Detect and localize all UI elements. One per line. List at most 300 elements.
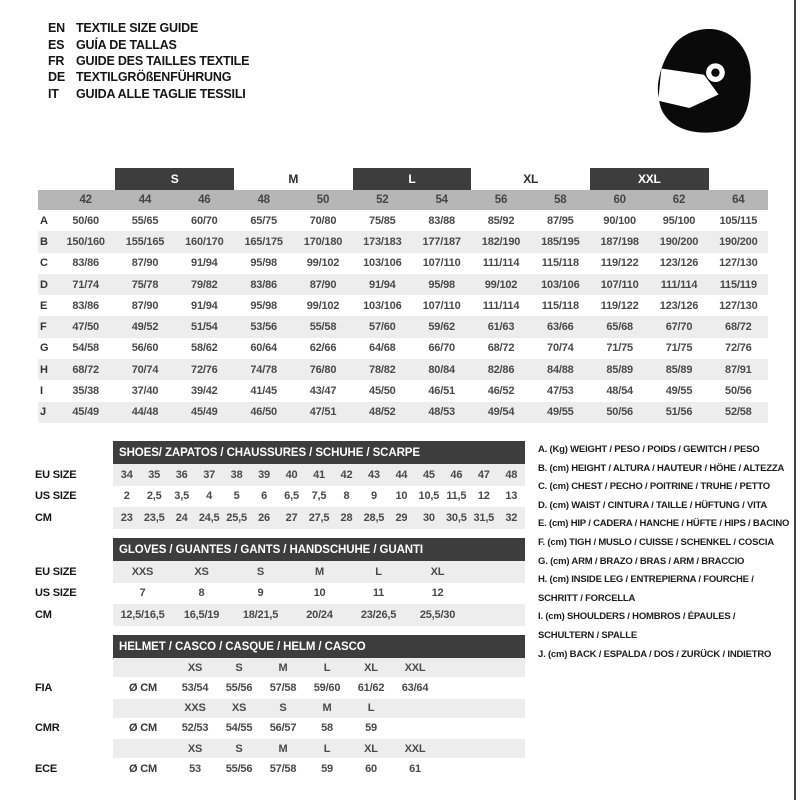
legend-item-f [538,534,788,553]
helmet-cell: 59 [365,722,377,735]
helmet-cell: L [323,742,331,755]
helmet-row [113,677,525,699]
shoes-cell: 23 [120,511,133,524]
size-value: 85/89 [665,363,693,376]
helmet-cell: 63/64 [401,681,429,694]
helmet-cell: M [278,661,288,674]
size-value: 50/56 [606,406,633,419]
size-value: 49/55 [547,406,574,419]
size-value: 84/88 [547,363,574,376]
legend-item-d [538,497,788,516]
size-column-header: 54 [435,194,448,206]
size-value: 82/86 [487,363,515,376]
language-title: GUIDA ALLE TAGLIE TESSILI [76,86,246,101]
helmet-cell: 59 [321,762,333,775]
helmet-cell: 60 [365,762,377,775]
shoes-label-eu-size: EU SIZE [35,468,77,481]
gloves-cell: 10 [313,587,326,600]
size-value: 47/51 [309,406,337,419]
shoes-cell: 29 [395,511,408,524]
helmet-label-empty [35,699,113,718]
shoes-cell: 11,5 [446,490,467,503]
size-value: 103/106 [363,299,402,312]
size-value: 70/80 [309,214,337,227]
shoes-cell: 37 [203,468,216,481]
helmet-cell: S [235,661,243,674]
textile-row-c [38,253,768,274]
legend-item-i [538,608,788,645]
legend-item-h [538,571,788,608]
shoes-cell: 9 [370,490,377,503]
size-value: 62/66 [309,342,337,355]
helmet-row [113,699,525,718]
shoes-cell: 2 [123,490,130,503]
language-row [48,36,249,52]
size-value: 111/114 [482,257,520,270]
shoes-cell: 28 [340,511,353,524]
helmet-label-empty [35,739,113,758]
helmet-cell: S [235,742,243,755]
helmet-cell: S [279,702,287,714]
language-code: IT [48,86,59,101]
gloves-cell: XS [194,565,209,578]
textile-size-table [38,167,768,423]
size-value: 51/54 [191,321,218,334]
size-value: 72/76 [191,363,218,376]
size-value: 87/95 [547,214,574,227]
shoes-cell: 4 [206,490,213,503]
gloves-label-us-size: US SIZE [35,587,77,600]
gloves-cell: 12,5/16,5 [120,608,165,621]
shoes-cell: 13 [505,490,518,503]
helmet-row [113,739,525,758]
gloves-cell: 23/26,5 [360,608,397,621]
helmet-cell: XS [187,661,203,674]
helmet-cell: Ø CM [129,681,157,694]
size-value: 107/110 [600,278,639,291]
size-value: 68/72 [72,363,99,376]
size-value: 103/106 [363,257,402,270]
size-group-xl: XL [523,171,539,186]
size-value: 47/53 [547,385,574,398]
helmet-cell: XL [364,742,378,755]
textile-row-a [38,210,768,231]
size-value: 87/90 [131,257,159,270]
helmet-row [113,718,525,740]
size-value: 99/102 [306,257,340,270]
shoes-label-spacer [35,441,113,464]
right-edge-line [794,0,796,800]
shoes-row-labels [35,441,113,529]
shoes-cell: 34 [120,468,133,481]
size-value: 72/76 [725,342,752,355]
legend-line: SCHRITT / FORCELLA [538,592,636,604]
size-value: 70/74 [547,342,574,355]
language-row [48,86,249,102]
helmet-title-bar: HELMET / CASCO / CASQUE / HELM / CASCO [113,635,525,658]
size-value: 111/114 [482,299,520,312]
language-title: GUIDE DES TAILLES TEXTILE [76,53,250,68]
size-value: 45/50 [369,385,396,398]
size-value: 107/110 [422,299,461,312]
row-letter: D [40,278,48,291]
shoes-cell: 30 [422,511,435,524]
textile-row-g [38,338,768,359]
helmet-cell: 53 [189,762,201,775]
textile-row-d [38,274,768,295]
shoes-cell: 10 [395,490,408,503]
row-letter: E [40,299,48,312]
language-row [48,69,249,85]
size-group-row [38,167,768,190]
textile-row-f [38,316,768,337]
shoes-cell: 40 [285,468,298,481]
size-column-header: 60 [613,194,626,206]
helmet-cell: XXS [184,702,206,714]
size-value: 99/102 [306,299,340,312]
helmet-section [35,635,525,780]
size-value: 46/50 [250,406,277,419]
size-column-header: 48 [257,194,270,206]
helmet-cell: 57/58 [269,681,297,694]
size-value: 61/63 [487,321,515,334]
size-value: 48/52 [369,406,396,419]
size-value: 111/114 [660,278,698,291]
size-value: 71/75 [606,342,633,355]
size-value: 83/88 [428,214,455,227]
helmet-rows [113,658,525,780]
shoes-cell: 43 [368,468,380,481]
size-value: 190/200 [719,235,758,248]
helmet-label-spacer [35,635,113,658]
size-column-header: 42 [79,194,92,206]
helmet-cell: 57/58 [269,762,297,775]
shoes-cell: 2,5 [146,490,162,503]
size-value: 119/122 [600,257,639,270]
size-value: 51/56 [665,406,693,419]
legend-line: A. (Kg) WEIGHT / PESO / POIDS / GEWITCH / PESO [538,444,760,455]
shoes-row [113,464,525,486]
gloves-cell: 8 [198,587,205,600]
language-list [48,20,249,102]
size-value: 95/98 [428,278,455,291]
shoes-cell: 6 [261,490,268,503]
helmet-cell: Ø CM [129,762,157,775]
size-value: 74/78 [250,363,277,376]
gloves-cell: XXS [131,565,154,578]
legend-item-a [538,441,788,460]
size-value: 83/86 [72,257,99,270]
shoes-cell: 12 [477,490,490,503]
gloves-cell: M [315,565,324,578]
shoes-cell: 26 [258,511,270,524]
size-value: 95/98 [250,257,277,270]
size-value: 70/74 [131,363,159,376]
legend-line: H. (cm) INSIDE LEG / ENTREPIERNA / FOURCHE / [538,574,754,586]
shoes-cell: 6,5 [284,490,299,503]
size-value: 55/58 [309,321,337,334]
size-value: 71/74 [72,278,99,291]
helmet-cell: XXL [404,742,426,755]
helmet-row-labels [35,635,113,780]
size-value: 50/60 [72,214,99,227]
gloves-title-bar: GLOVES / GUANTES / GANTS / HANDSCHUHE / GUANTI [113,538,525,561]
size-value: 57/60 [369,321,396,334]
racing-helmet-icon [652,26,756,136]
language-row [48,20,249,36]
legend-line: B. (cm) HEIGHT / ALTURA / HAUTEUR / HÖHE / ALTEZZA [538,462,785,474]
helmet-cell: 61/62 [357,681,385,694]
gloves-section [35,538,525,626]
size-value: 71/75 [665,342,693,355]
size-value: 79/82 [191,278,218,291]
gloves-row [113,583,525,605]
shoes-label-us-size: US SIZE [35,490,77,503]
size-value: 60/70 [191,214,218,227]
shoes-cell: 5 [233,490,240,503]
size-value: 49/52 [131,321,159,334]
row-letter: B [40,235,48,248]
helmet-cell: 56/57 [269,722,297,735]
shoes-cell: 42 [340,468,353,481]
shoes-cell: 31,5 [473,511,495,524]
size-value: 182/190 [481,235,521,248]
size-value: 91/94 [191,299,218,312]
gloves-cell: 11 [372,587,385,600]
gloves-cell: S [256,565,265,578]
legend-item-j [538,646,788,665]
size-value: 87/91 [725,363,752,376]
gloves-row [113,561,525,583]
size-value: 47/50 [72,321,99,334]
size-column-header: 46 [198,194,211,206]
size-value: 44/48 [131,406,159,419]
shoes-row [113,507,525,529]
shoes-cell: 27 [285,511,298,524]
size-value: 165/175 [244,235,283,248]
textile-row-i [38,380,768,401]
size-column-header: 52 [376,194,389,206]
gloves-cell: XL [430,565,445,578]
size-value: 187/198 [600,235,639,248]
legend-line: I. (cm) SHOULDERS / HOMBROS / ÉPAULES / [538,611,736,623]
row-letter: F [40,321,47,334]
size-value: 107/110 [422,257,461,270]
legend-item-c [538,478,788,497]
shoes-cell: 36 [175,468,188,481]
language-code: ES [48,37,65,52]
helmet-label-ece: ECE [35,762,58,775]
language-title: TEXTILGRÖßENFÜHRUNG [76,70,232,85]
gloves-label-eu-size: EU SIZE [35,565,77,578]
size-value: 49/54 [487,406,515,419]
size-value: 60/64 [250,342,277,355]
shoes-row [113,486,525,508]
helmet-cell: M [322,702,332,714]
size-value: 177/187 [422,235,461,248]
helmet-cell: XL [364,661,378,674]
size-value: 65/75 [250,214,277,227]
shoes-cell: 39 [258,468,270,481]
size-value: 87/90 [131,299,159,312]
gloves-cell: 16,5/19 [183,608,220,621]
row-letter: J [40,406,46,419]
legend-line: C. (cm) CHEST / PECHO / POITRINE / TRUHE / PETTO [538,481,770,493]
size-group-xxl: XXL [590,168,709,190]
size-value: 65/68 [606,321,633,334]
size-value: 75/78 [131,278,159,291]
legend-line: F. (cm) TIGH / MUSLO / CUISSE / SCHENKEL / COSCIA [538,536,774,548]
size-value: 127/130 [719,299,758,312]
legend-line: E. (cm) HIP / CADERA / HANCHE / HÜFTE / HIPS / BACINO [538,518,790,530]
helmet-cell: XXL [404,661,426,674]
size-value: 45/49 [72,406,99,419]
size-value: 35/38 [72,385,99,398]
shoes-cell: 3,5 [174,490,189,503]
size-value: 105/115 [719,214,758,227]
helmet-label-empty [35,658,113,677]
shoes-cell: 7,5 [311,490,327,503]
legend-line: SCHULTERN / SPALLE [538,629,637,641]
row-letter: C [40,257,48,270]
size-value: 48/54 [606,385,633,398]
shoes-section [35,441,525,529]
shoes-label-cm: CM [35,511,52,524]
shoes-cell: 35 [148,468,161,481]
size-value: 54/58 [72,342,99,355]
gloves-cell: 25,5/30 [419,608,456,621]
size-value: 66/70 [428,342,455,355]
size-value: 85/92 [487,214,515,227]
size-value: 48/53 [428,406,455,419]
shoes-cell: 47 [477,468,490,481]
language-row [48,53,249,69]
size-value: 103/106 [541,278,580,291]
size-value: 59/62 [428,321,455,334]
size-value: 185/195 [541,235,580,248]
size-value: 45/49 [191,406,218,419]
size-value: 127/130 [719,257,758,270]
helmet-row [113,658,525,677]
size-value: 43/47 [309,385,337,398]
shoes-cell: 32 [505,511,518,524]
gloves-cell: L [375,565,382,578]
size-value: 46/52 [487,385,515,398]
size-value: 90/100 [603,214,636,227]
helmet-cell: XS [187,742,203,755]
gloves-cell: 9 [257,587,264,600]
size-value: 170/180 [303,235,343,248]
gloves-rows [113,561,525,626]
helmet-cell: 55/56 [225,681,253,694]
size-value: 46/51 [428,385,455,398]
textile-row-h [38,359,768,380]
size-value: 68/72 [487,342,515,355]
size-group-m: M [288,171,299,186]
size-number-row [38,190,768,210]
size-value: 68/72 [725,321,752,334]
size-column-header: 50 [316,194,330,206]
gloves-cell: 20/24 [306,608,333,621]
size-value: 115/119 [719,278,757,291]
shoes-rows [113,464,525,529]
textile-row-e [38,295,768,316]
size-group-s: S [115,168,234,190]
size-value: 39/42 [191,385,218,398]
size-column-header: 58 [554,194,567,206]
size-value: 115/118 [541,299,579,312]
size-value: 63/66 [547,321,574,334]
size-value: 56/60 [131,342,159,355]
helmet-cell: M [278,742,288,755]
legend-line: J. (cm) BACK / ESPALDA / DOS / ZURÜCK / INDIETRO [538,648,772,660]
shoes-title-bar: SHOES/ ZAPATOS / CHAUSSURES / SCHUHE / SCARPE [113,441,525,464]
row-letter: H [40,363,48,376]
shoes-cell: 8 [343,490,350,503]
textile-row-b [38,231,768,252]
legend-item-e [538,515,788,534]
gloves-cell: 12 [431,587,444,600]
size-value: 85/89 [606,363,633,376]
shoes-cell: 10,5 [418,490,440,503]
size-value: 87/90 [309,278,337,291]
language-code: DE [48,70,65,85]
legend-item-b [538,460,788,479]
size-value: 37/40 [131,385,159,398]
size-value: 53/56 [250,321,277,334]
helmet-label-cmr: CMR [35,722,60,735]
size-value: 150/160 [66,235,105,248]
size-value: 155/165 [125,235,165,248]
row-letter: G [40,342,49,355]
row-letter: I [40,385,43,398]
shoes-cell: 24,5 [198,511,220,524]
language-code: EN [48,21,65,36]
shoes-cell: 48 [505,468,518,481]
helmet-label-fia: FIA [35,681,53,694]
shoes-cell: 44 [395,468,408,481]
helmet-cell: L [323,661,331,674]
size-value: 83/86 [72,299,99,312]
legend-item-g [538,553,788,572]
shoes-cell: 28,5 [363,511,385,524]
size-value: 190/200 [659,235,699,248]
size-value: 52/58 [725,406,752,419]
size-value: 115/118 [541,257,579,270]
legend-line: G. (cm) ARM / BRAZO / BRAS / ARM / BRACCIO [538,555,745,567]
size-column-header: 56 [494,194,508,206]
textile-row-j [38,402,768,423]
gloves-row [113,604,525,626]
helmet-cell: 58 [321,722,333,735]
row-letter: A [40,214,48,227]
language-title: GUÍA DE TALLAS [76,37,177,52]
size-column-header: 44 [138,194,152,206]
shoes-cell: 27,5 [308,511,330,524]
shoes-cell: 45 [422,468,435,481]
helmet-row [113,758,525,780]
size-column-header: 64 [732,194,745,206]
size-value: 41/45 [250,385,277,398]
size-value: 50/56 [725,385,752,398]
legend-list [538,441,788,664]
textile-rows [38,210,768,423]
size-value: 160/170 [185,235,224,248]
size-value: 49/55 [665,385,693,398]
size-value: 91/94 [191,257,218,270]
helmet-cell: 54/55 [225,722,253,735]
size-value: 99/102 [484,278,518,291]
